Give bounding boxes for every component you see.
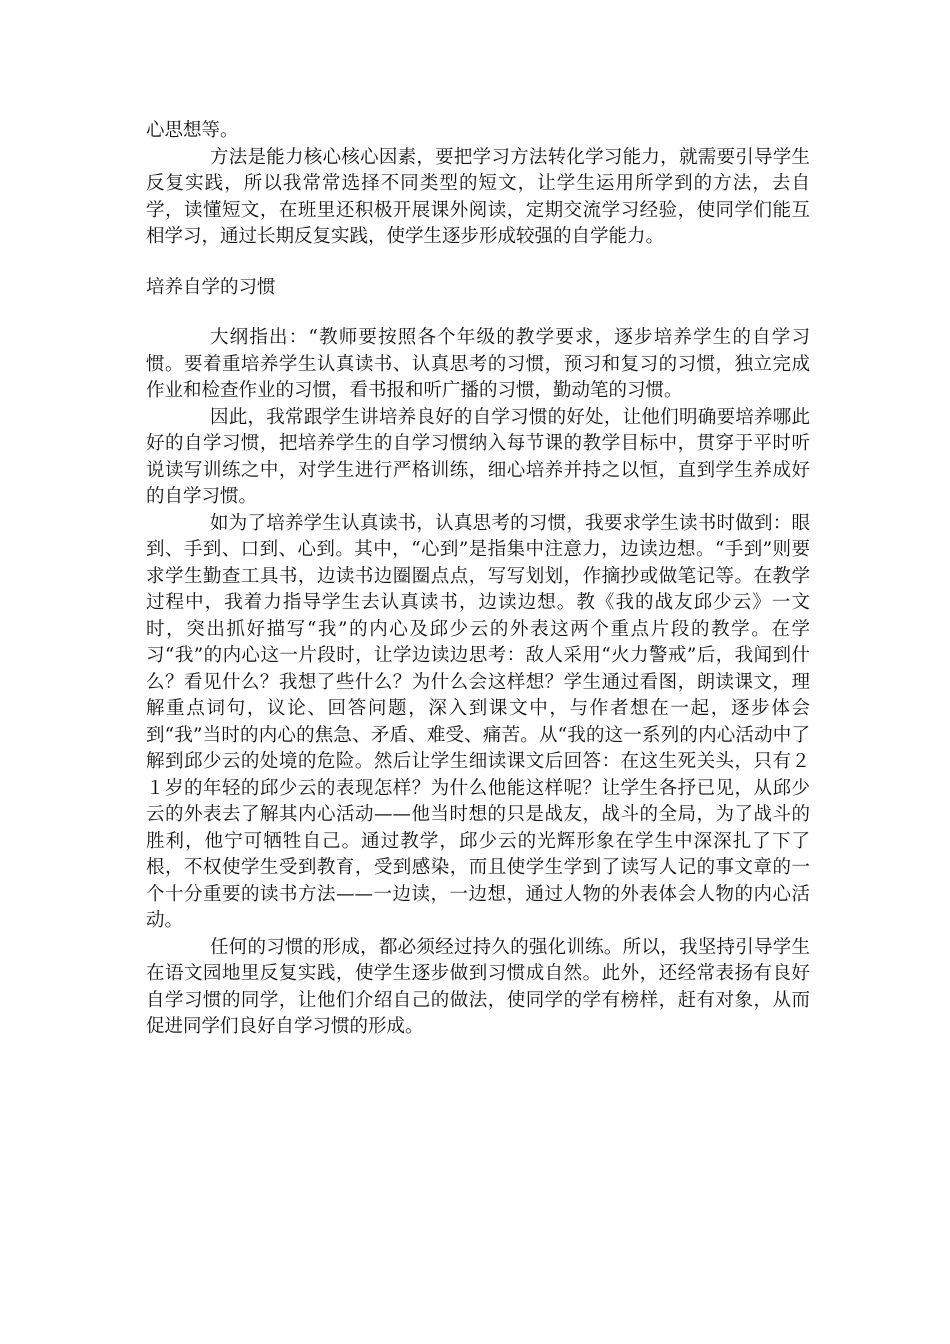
document-page [146,118,810,1041]
section-heading: 培养自学的习惯 [146,276,276,298]
syllabus-paragraph: 大纲指出：“教师要按照各个年级的教学要求，逐步培养学生的自学习惯。要着重培养学生认真读书、认真思考的习惯，预习和复习的习惯，独立完成作业和检查作业的习惯，看书报和听广播的习惯，勤动笔的习惯。 [146,327,810,401]
therefore-paragraph: 因此，我常跟学生讲培养良好的自学习惯的好处，让他们明确要培养哪此好的自学习惯，把培养学生的自学习惯纳入每节课的教学目标中，贯穿于平时听说读写训练之中，对学生进行严格训练，细心培养并持之以恒，直到学生养成好的自学习惯。 [146,406,810,507]
persist-paragraph: 任何的习惯的形成，都必须经过持久的强化训练。所以，我坚持引导学生在语文园地里反复实践，使学生逐步做到习惯成自然。此外，还经常表扬有良好自学习惯的同学，让他们介绍自己的做法，使同学的学有榜样，赶有对象，从而促进同学们良好自学习惯的形成。 [146,936,810,1037]
method-paragraph: 方法是能力核心核心因素，要把学习方法转化学习能力，就需要引导学生反复实践，所以我常常选择不同类型的短文，让学生运用所学到的方法，去自学，读懂短文，在班里还积极开展课外阅读，定期交流学习经验，使同学们能互相学习，通过长期反复实践，使学生逐步形成较强的自学能力。 [146,146,810,247]
example-paragraph: 如为了培养学生认真读书，认真思考的习惯，我要求学生读书时做到：眼到、手到、口到、心到。其中，“心到”是指集中注意力，边读边想。“手到”则要求学生勤查工具书，边读书边圈圈点点，写写划划，作摘抄或做笔记等。在教学过程中，我着力指导学生去认真读书，边读边想。教《我的战友邱少云》一文时，突出抓好描写“我”的内心及邱少云的外表这两个重点片段的教学。在学习“我”的内心这一片段时，让学边读边思考：敌人采用“火力警戒”后，我闻到什么？看见什么？我想了些什么？为什么会这样想？学生通过看图，朗读课文，理解重点词句，议论、回答问题，深入到课文中，与作者想在一起，逐步体会到“我”当时的内心的焦急、矛盾、难受、痛苦。从“我的这一系列的内心活动中了解到邱少云的处境的危险。然后让学生细读课文后回答：在这生死关头，只有２１岁的年轻的邱少云的表现怎样？为什么他能这样呢？让学生各抒已见，从邱少云的外表去了解其内心活动——他当时想的只是战友，战斗的全局，为了战斗的胜利，他宁可牺牲自己。通过教学，邱少云的光辉形象在学生中深深扎了下了根，不权使学生受到教育，受到感染，而且使学生学到了读写人记的事文章的一个十分重要的读书方法——一边读，一边想，通过人物的外表体会人物的内心活动。 [146,512,810,931]
intro-tail-text: 心思想等。 [146,120,239,141]
